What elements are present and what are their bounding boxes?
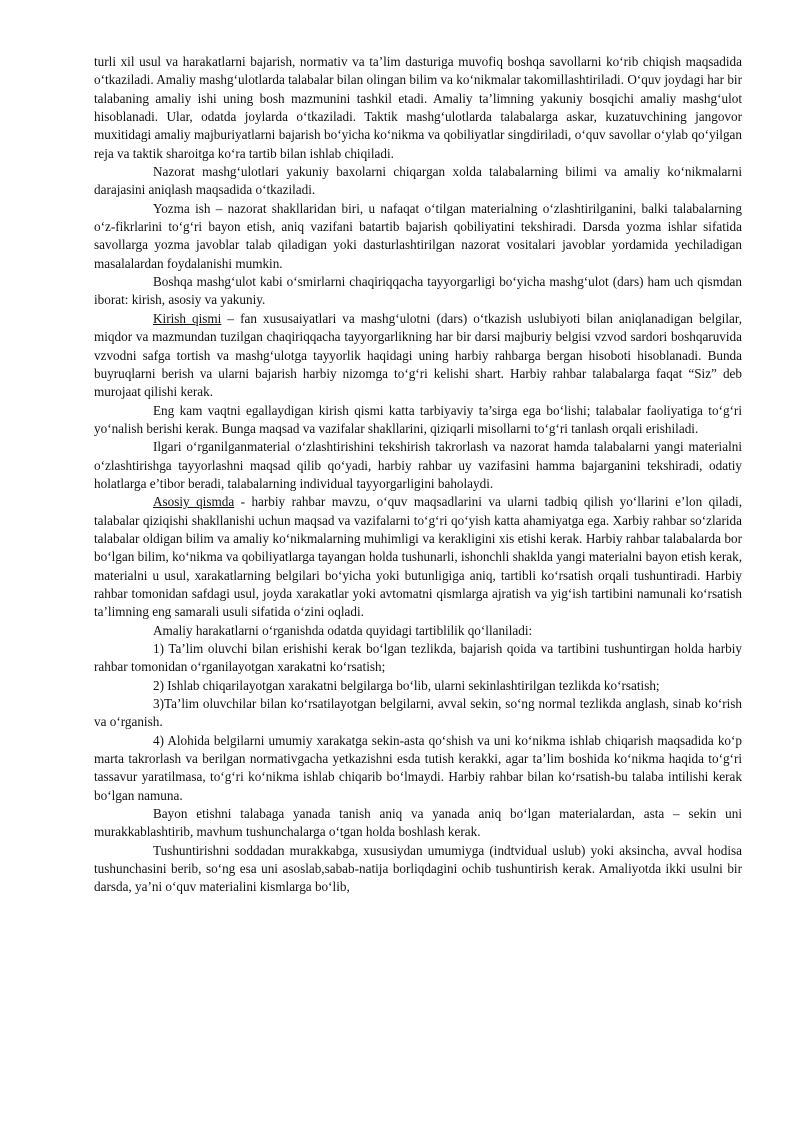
section-heading-asosiy: Asosiy qismda xyxy=(153,494,235,510)
paragraph-7: Ilgari o‘rganilganmaterial o‘zlashtirishini tekshirish takrorlash va nazorat hamda talabalarni yangi materialni o‘zlashtirishga tayyorlashni maqsad qilib qo‘yadi, harbiy rahbar uy vazifasini hamma bajarganini tekshiradi, odatiy holatlarga e’tibor beradi, talabalarning individual tayyorgarligini baholaydi. xyxy=(94,439,742,491)
section-heading-kirish: Kirish qismi xyxy=(153,310,222,326)
paragraph-5 xyxy=(94,310,742,402)
paragraph-14: Bayon etishni talabaga yanada tanish aniq va yanada aniq bo‘lgan materialardan, asta – sekin uni murakkablashtirib, mavhum tushunchalarga o‘tgan holda boshlash kerak. xyxy=(94,806,742,840)
paragraph-5-text: – fan xususaiyatlari va mashg‘ulotni (dars) o‘tkazish uslubiyoti bilan aniqlanadigan belgilar, miqdor va mazmundan tuzilgan chaqiriqqacha tayyorgarlikning har bir darsi majburiy belgisi vzvod sardori boshqaruvida vzvodni safga tortish va mashg‘ulotga tayyorlik haqidagi uning harbiy rahbarga bergan hisoboti hisoblanadi. Bunda buyruqlarni berish va ularni bajarish harbiy nizomga to‘g‘ri kelishi shart. Harbiy rahbar talabalarga faqat “Siz” deb murojaat qilishi kerak. xyxy=(94,310,743,400)
paragraph-3: Yozma ish – nazorat shakllaridan biri, u nafaqat o‘tilgan materialning o‘zlashtirilganini, balki talabalarning o‘z-fikrlarini to‘g‘ri bayon etish, aniq vazifani batartib bajarish qobiliyatini tekshiradi. Darsda yozma ishlar sifatida savollarga yozma javoblar talab qiladigan yoki dasturlashtirilgan nazorat vositalari javoblar yordamida yechiladigan masalalardan foydalanishi mumkin. xyxy=(94,200,742,271)
paragraph-9: Amaliy harakatlarni o‘rganishda odatda quyidagi tartiblilik qo‘llaniladi: xyxy=(153,622,533,638)
paragraph-6: Eng kam vaqtni egallaydigan kirish qismi katta tarbiyaviy ta’sirga ega bo‘lishi; talabalar faoliyatiga to‘g‘ri yo‘nalish berishi kerak. Bunga maqsad va vazifalar shakllarini, qiziqarli misollarni to‘g‘ri tanlash orqali erishiladi. xyxy=(94,402,742,436)
list-item-3: 3)Ta’lim oluvchilar bilan ko‘rsatilayotgan belgilarni, avval sekin, so‘ng normal tezlikda anglash, sinab ko‘rish va o‘rganish. xyxy=(94,696,742,730)
paragraph-15: Tushuntirishni soddadan murakkabga, xususiydan umumiyga (indtvidual uslub) yoki aksincha, avval hodisa tushunchasini berib, so‘ng esa uni asoslab,sabab-natija borliqdagini ochib tushuntirish kerak. Amaliyotda ikki usulni bir darsda, ya’ni o‘quv materialini kismlarga bo‘lib, xyxy=(94,842,742,895)
paragraph-4: Boshqa mashg‘ulot kabi o‘smirlarni chaqiriqqacha tayyorgarligi bo‘yicha mashg‘ulot (dars) ham uch qismdan iborat: kirish, asosiy va yakuniy. xyxy=(94,274,742,308)
paragraph-2: Nazorat mashg‘ulotlari yakuniy baxolarni chiqargan xolda talabalarning bilimi va amaliy ko‘nikmalarni darajasini aniqlash maqsadida o‘tkaziladi. xyxy=(94,164,742,198)
paragraph-8-text: - harbiy rahbar mavzu, o‘quv maqsadlarini va ularni tadbiq qilish yo‘llarini e’lon qiladi, talabalar qiziqishi shakllanishi uchun maqsad va vazifalarni to‘g‘ri qo‘yish katta ahamiyatga ega. Xarbiy rahbar so‘zlarida talabalar oldigan bilim va amaliy ko‘nikmalarning muhimligi va kerakligini xis etishi kerak. Harbiy rahbar talabalarda bor bo‘lgan bilim, ko‘nikma va qobiliyatlarga tayangan holda tushunarli, ishonchli shaklda yangi materialni bayon etish kerak, materialni u usul, xarakatlarning belgilari bo‘yicha yoki butunligiga aniq, tartibli ko‘rsatish orqali tushuntiradi. Harbiy rahbar tomonidan safdagi usul, joyda xarakatlar yoki avtomatni qismlarga ajratish va yig‘ish tartibini namunali ko‘rsatish ta’limning eng samarali usuli sifatida o‘zini oqladi. xyxy=(94,494,743,620)
document-page xyxy=(94,53,742,897)
paragraph-8 xyxy=(94,493,742,621)
list-item-1: 1) Ta’lim oluvchi bilan erishishi kerak bo‘lgan tezlikda, bajarish qoida va tartibini tushuntirgan holda harbiy rahbar tomonidan o‘rganilayotgan xarakatni ko‘rsatish; xyxy=(94,641,742,675)
paragraph-1: turli xil usul va harakatlarni bajarish, normativ va ta’lim dasturiga muvofiq boshqa savollarni ko‘rib chiqish maqsadida o‘tkaziladi. Amaliy mashg‘ulotlarda talabalar bilan olingan bilim va ko‘nikmalar takomillashtiriladi. O‘quv joydagi har bir talabaning amaliy ishi uning bosh mazmunini tashkil etadi. Amaliy ta’limning yakuniy bosqichi amaliy mashg‘ulot hisoblanadi. Ular, odatda joylarda o‘tkaziladi. Taktik mashg‘ulotlarda talabalarga askar, kuzatuvchining jangovor muxitidagi amaliy majburiyatlarni bajarish bo‘yicha ko‘nikma va qobiliyatlar singdiriladi, o‘quv savollar o‘ylab qo‘yilgan reja va taktik sharoitga ko‘ra tartib bilan ishlab chiqiladi. xyxy=(94,54,742,161)
list-item-2: 2) Ishlab chiqarilayotgan xarakatni belgilarga bo‘lib, ularni sekinlashtirilgan tezlikda ko‘rsatish; xyxy=(153,677,660,693)
list-item-4: 4) Alohida belgilarni umumiy xarakatga sekin-asta qo‘shish va uni ko‘nikma ishlab chiqarish maqsadida ko‘p marta takrorlash va berilgan normativgacha yetkazishni esda tutish kerakki, agar ta’lim boshida ko‘nikma haqida to‘g‘ri tassavur yaratilmasa, to‘g‘ri ko‘nikma ishlab chiqarib bo‘lmaydi. Harbiy rahbar bilan ko‘rsatish-bu talaba intilishi kerak bo‘lgan namuna. xyxy=(94,732,742,803)
